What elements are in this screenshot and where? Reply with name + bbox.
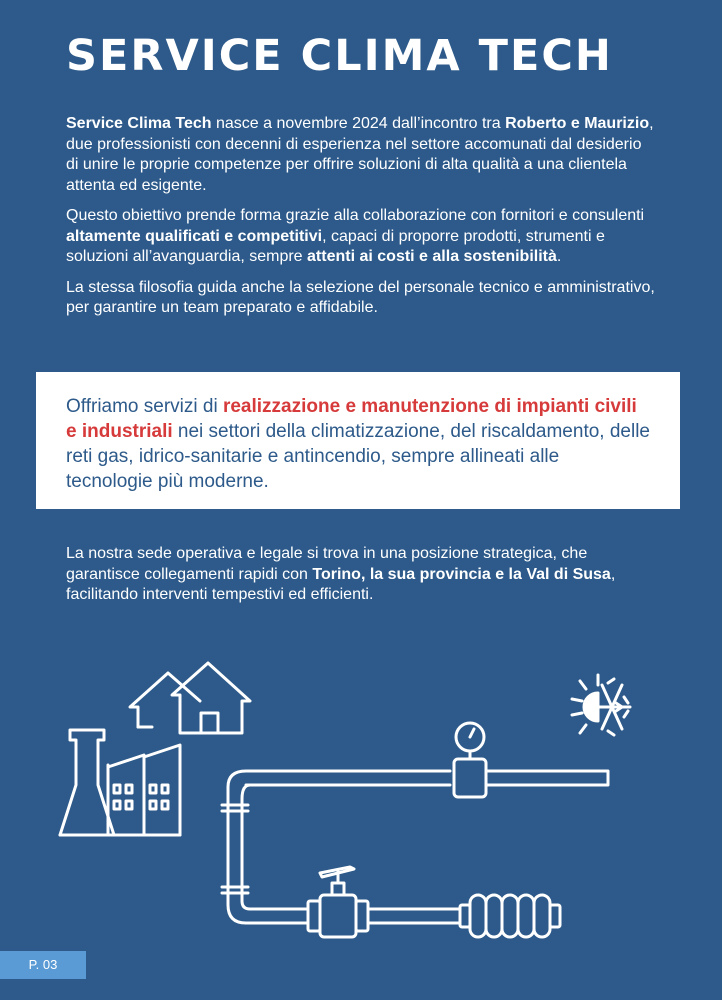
callout-text: nei settori della climatizzazione, del riscaldamento, delle reti gas, idrico-sanitarie e antincendio, sempre allineati alle tecnologie più moderne. bbox=[66, 421, 650, 492]
valve-icon bbox=[308, 867, 368, 937]
location-paragraph bbox=[66, 544, 656, 606]
intro-paragraph-3: La stessa filosofia guida anche la selezione del personale tecnico e amministrativo, per garantire un team preparato e affidabile. bbox=[66, 278, 655, 316]
location-text: La nostra sede operativa e legale si trova in una posizione strategica, che garantisce collegamenti rapidi con bbox=[66, 545, 588, 583]
page-number-tab: P. 03 bbox=[0, 951, 86, 979]
sun-snowflake-icon bbox=[572, 675, 630, 735]
pressure-gauge-icon bbox=[454, 723, 486, 797]
houses-icon bbox=[130, 663, 250, 733]
intro-text: , due professionisti con decenni di esperienza nel settore accomunati dal desiderio di unire le proprie competenze per offrire soluzioni di alta qualità a una clientela attenta ed esigente. bbox=[66, 115, 654, 194]
factory-icon bbox=[60, 730, 180, 835]
founders-names: Roberto e Maurizio bbox=[505, 115, 650, 132]
intro-text: Questo obiettivo prende forma grazie alla collaborazione con fornitori e consulenti bbox=[66, 207, 645, 224]
intro-section bbox=[66, 114, 656, 329]
intro-paragraph-2 bbox=[66, 206, 656, 268]
emphasis-text: altamente qualificati e competitivi bbox=[66, 227, 323, 245]
intro-text: . bbox=[556, 248, 562, 265]
services-callout bbox=[36, 372, 680, 509]
location-area: Torino, la sua provincia e la Val di Susa bbox=[312, 565, 611, 583]
company-name: Service Clima Tech bbox=[66, 115, 212, 132]
intro-text: , capaci di proporre prodotti, strumenti e soluzioni all’avanguardia, sempre bbox=[66, 227, 605, 265]
callout-text: Offriamo servizi di bbox=[66, 396, 223, 417]
emphasis-text: attenti ai costi e alla sostenibilità bbox=[307, 248, 557, 265]
radiator-icon bbox=[460, 895, 560, 937]
intro-paragraph-1 bbox=[66, 114, 656, 196]
intro-text: nasce a novembre 2024 dall’incontro tra bbox=[211, 115, 506, 132]
page-title: SERVICE CLIMA TECH bbox=[66, 31, 613, 81]
location-text: , facilitando interventi tempestivi ed efficienti. bbox=[66, 565, 616, 603]
plumbing-illustration bbox=[50, 655, 670, 965]
callout-highlight: realizzazione e manutenzione di impianti civili e industriali bbox=[66, 396, 637, 442]
